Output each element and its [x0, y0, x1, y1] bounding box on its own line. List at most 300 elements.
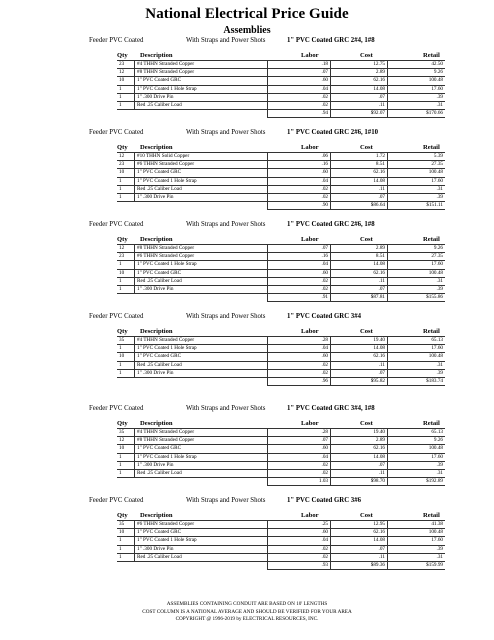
- blank-cell: [117, 377, 135, 385]
- labor-header: Labor: [301, 512, 319, 519]
- labor-cell: .02: [268, 469, 331, 477]
- qty-cell: 1: [117, 85, 135, 93]
- labor-cell: .16: [268, 253, 331, 261]
- labor-header: Labor: [301, 328, 319, 335]
- total-cost: $95.82: [331, 377, 388, 385]
- total-cost: $89.36: [331, 561, 388, 569]
- description-cell: #4 THHN Stranded Copper: [135, 337, 268, 345]
- section-note: With Straps and Power Shots: [186, 497, 266, 504]
- description-cell: 1" PVC Coated 1 Hole Strap: [135, 537, 268, 545]
- labor-header: Labor: [301, 420, 319, 427]
- description-header: Description: [140, 52, 173, 59]
- table-row: [117, 469, 445, 477]
- retail-cell: 9.26: [388, 437, 446, 445]
- qty-cell: 12: [117, 153, 135, 161]
- description-cell: #6 THHN Stranded Copper: [135, 161, 268, 169]
- labor-cell: .02: [268, 545, 331, 553]
- cost-cell: 62.16: [331, 445, 388, 453]
- labor-cell: .60: [268, 445, 331, 453]
- blank-cell: [135, 294, 268, 302]
- total-row: [117, 561, 445, 569]
- retail-cell: .39: [388, 285, 446, 293]
- assembly-section: [0, 126, 494, 218]
- description-header: Description: [140, 328, 173, 335]
- cost-cell: .11: [331, 101, 388, 109]
- description-cell: #8 THHN Stranded Copper: [135, 437, 268, 445]
- retail-cell: .31: [388, 185, 446, 193]
- blank-cell: [135, 561, 268, 569]
- labor-cell: .07: [268, 245, 331, 253]
- qty-cell: 12: [117, 245, 135, 253]
- retail-cell: 17.60: [388, 85, 446, 93]
- retail-cell: 17.60: [388, 537, 446, 545]
- cost-cell: 19.40: [331, 429, 388, 437]
- description-cell: 1" PVC Coated GRC: [135, 169, 268, 177]
- retail-cell: .39: [388, 193, 446, 201]
- labor-cell: .04: [268, 261, 331, 269]
- total-cost: $98.70: [331, 478, 388, 486]
- retail-cell: 17.60: [388, 345, 446, 353]
- table-row: [117, 353, 445, 361]
- table-row: [117, 537, 445, 545]
- labor-cell: .60: [268, 269, 331, 277]
- qty-header: Qty: [117, 420, 128, 427]
- table-row: [117, 345, 445, 353]
- table-row: [117, 85, 445, 93]
- section-header: [0, 310, 494, 322]
- retail-header: Retail: [423, 52, 440, 59]
- retail-cell: 17.60: [388, 261, 446, 269]
- section-category: Feeder PVC Coated: [89, 37, 144, 44]
- table-row: [117, 461, 445, 469]
- footer-line-1: ASSEMBLIES CONTAINING CONDUIT ARE BASED ON 10' LENGTHS: [166, 601, 328, 607]
- page-title: National Electrical Price Guide: [145, 6, 349, 22]
- labor-cell: .02: [268, 461, 331, 469]
- table-row: [117, 445, 445, 453]
- description-cell: #10 THHN Solid Copper: [135, 153, 268, 161]
- labor-cell: .18: [268, 61, 331, 69]
- section-note: With Straps and Power Shots: [186, 405, 266, 412]
- description-cell: Red .25 Caliber Load: [135, 277, 268, 285]
- table-row: [117, 61, 445, 69]
- table-row: [117, 245, 445, 253]
- table-row: [117, 437, 445, 445]
- total-retail: $170.66: [388, 110, 446, 118]
- labor-cell: .04: [268, 177, 331, 185]
- retail-cell: 65.13: [388, 429, 446, 437]
- section-category: Feeder PVC Coated: [89, 405, 144, 412]
- qty-cell: 12: [117, 69, 135, 77]
- table-row: [117, 193, 445, 201]
- cost-cell: .11: [331, 469, 388, 477]
- table-row: [117, 545, 445, 553]
- page-subtitle: Assemblies: [223, 25, 271, 36]
- section-title: 1" PVC Coated GRC 2#6, 1#10: [287, 129, 378, 136]
- qty-cell: 1: [117, 261, 135, 269]
- labor-cell: .60: [268, 169, 331, 177]
- blank-cell: [135, 202, 268, 210]
- retail-header: Retail: [423, 328, 440, 335]
- section-note: With Straps and Power Shots: [186, 37, 266, 44]
- retail-cell: .31: [388, 361, 446, 369]
- footer-line-2: COST COLUMN IS A NATIONAL AVERAGE AND SHOULD BE VERIFIED FOR YOUR AREA: [142, 608, 352, 615]
- labor-header: Labor: [301, 52, 319, 59]
- labor-cell: .02: [268, 93, 331, 101]
- cost-header: Cost: [360, 328, 373, 335]
- labor-header: Labor: [301, 236, 319, 243]
- qty-cell: 10: [117, 269, 135, 277]
- cost-cell: 14.08: [331, 85, 388, 93]
- cost-cell: 2.89: [331, 69, 388, 77]
- items-table: [117, 60, 445, 118]
- retail-cell: .39: [388, 545, 446, 553]
- labor-cell: .02: [268, 277, 331, 285]
- total-retail: $159.99: [388, 561, 446, 569]
- description-cell: 1" PVC Coated 1 Hole Strap: [135, 453, 268, 461]
- table-row: [117, 521, 445, 529]
- description-cell: #6 THHN Stranded Copper: [135, 253, 268, 261]
- description-cell: #8 THHN Stranded Copper: [135, 69, 268, 77]
- cost-cell: 14.08: [331, 453, 388, 461]
- items-table: [117, 520, 445, 570]
- table-row: [117, 429, 445, 437]
- blank-cell: [117, 110, 135, 118]
- cost-cell: .11: [331, 553, 388, 561]
- table-row: [117, 161, 445, 169]
- total-cost: $87.81: [331, 294, 388, 302]
- qty-header: Qty: [117, 512, 128, 519]
- total-row: [117, 110, 445, 118]
- retail-cell: 100.48: [388, 529, 446, 537]
- cost-cell: .07: [331, 193, 388, 201]
- table-row: [117, 253, 445, 261]
- cost-header: Cost: [360, 52, 373, 59]
- cost-cell: 62.16: [331, 353, 388, 361]
- retail-cell: 100.48: [388, 353, 446, 361]
- column-headers: [0, 50, 494, 60]
- description-cell: 1" .300 Drive Pin: [135, 369, 268, 377]
- retail-header: Retail: [423, 236, 440, 243]
- qty-cell: 1: [117, 553, 135, 561]
- table-row: [117, 101, 445, 109]
- table-row: [117, 285, 445, 293]
- description-cell: 1" .300 Drive Pin: [135, 285, 268, 293]
- cost-header: Cost: [360, 144, 373, 151]
- qty-cell: 35: [117, 429, 135, 437]
- qty-cell: 10: [117, 169, 135, 177]
- table-row: [117, 69, 445, 77]
- labor-cell: .02: [268, 369, 331, 377]
- description-cell: #4 THHN Stranded Copper: [135, 429, 268, 437]
- items-table: [117, 152, 445, 210]
- assembly-section: [0, 310, 494, 402]
- cost-cell: .07: [331, 369, 388, 377]
- retail-cell: 100.48: [388, 269, 446, 277]
- qty-cell: 35: [117, 337, 135, 345]
- items-table: [117, 244, 445, 302]
- qty-cell: 1: [117, 545, 135, 553]
- section-category: Feeder PVC Coated: [89, 497, 144, 504]
- table-row: [117, 337, 445, 345]
- labor-cell: .60: [268, 77, 331, 85]
- total-cost: $92.07: [331, 110, 388, 118]
- column-headers: [0, 418, 494, 428]
- labor-cell: .04: [268, 453, 331, 461]
- qty-cell: 1: [117, 453, 135, 461]
- total-row: [117, 202, 445, 210]
- section-header: [0, 126, 494, 138]
- cost-cell: 62.16: [331, 169, 388, 177]
- retail-cell: .31: [388, 101, 446, 109]
- table-row: [117, 361, 445, 369]
- labor-cell: .02: [268, 553, 331, 561]
- qty-header: Qty: [117, 328, 128, 335]
- cost-cell: .11: [331, 361, 388, 369]
- retail-cell: .31: [388, 277, 446, 285]
- blank-cell: [117, 561, 135, 569]
- cost-cell: .07: [331, 461, 388, 469]
- labor-cell: .28: [268, 429, 331, 437]
- cost-cell: 62.16: [331, 529, 388, 537]
- retail-cell: .31: [388, 469, 446, 477]
- retail-cell: 100.48: [388, 77, 446, 85]
- qty-cell: 1: [117, 193, 135, 201]
- qty-cell: 1: [117, 177, 135, 185]
- description-cell: 1" PVC Coated 1 Hole Strap: [135, 85, 268, 93]
- cost-cell: 62.16: [331, 77, 388, 85]
- qty-cell: 1: [117, 369, 135, 377]
- table-row: [117, 77, 445, 85]
- qty-cell: 10: [117, 353, 135, 361]
- qty-cell: 1: [117, 101, 135, 109]
- description-cell: 1" PVC Coated 1 Hole Strap: [135, 177, 268, 185]
- retail-cell: 17.60: [388, 453, 446, 461]
- labor-cell: .04: [268, 537, 331, 545]
- retail-cell: 42.50: [388, 61, 446, 69]
- qty-cell: 1: [117, 469, 135, 477]
- section-note: With Straps and Power Shots: [186, 313, 266, 320]
- table-row: [117, 93, 445, 101]
- retail-header: Retail: [423, 420, 440, 427]
- qty-cell: 12: [117, 437, 135, 445]
- description-cell: Red .25 Caliber Load: [135, 469, 268, 477]
- cost-cell: 14.08: [331, 537, 388, 545]
- description-cell: 1" PVC Coated GRC: [135, 445, 268, 453]
- column-headers: [0, 510, 494, 520]
- labor-cell: .60: [268, 353, 331, 361]
- qty-cell: 10: [117, 529, 135, 537]
- cost-header: Cost: [360, 236, 373, 243]
- section-header: [0, 218, 494, 230]
- section-category: Feeder PVC Coated: [89, 129, 144, 136]
- qty-cell: 1: [117, 277, 135, 285]
- retail-cell: 17.60: [388, 177, 446, 185]
- qty-header: Qty: [117, 52, 128, 59]
- labor-cell: .02: [268, 285, 331, 293]
- retail-cell: 100.48: [388, 169, 446, 177]
- labor-cell: .02: [268, 193, 331, 201]
- cost-cell: 19.40: [331, 337, 388, 345]
- total-row: [117, 294, 445, 302]
- cost-cell: .11: [331, 277, 388, 285]
- table-row: [117, 261, 445, 269]
- items-table: [117, 428, 445, 486]
- qty-cell: 1: [117, 345, 135, 353]
- column-headers: [0, 234, 494, 244]
- qty-cell: 1: [117, 461, 135, 469]
- cost-cell: .07: [331, 93, 388, 101]
- blank-cell: [117, 294, 135, 302]
- cost-cell: .11: [331, 185, 388, 193]
- description-header: Description: [140, 420, 173, 427]
- qty-cell: 1: [117, 285, 135, 293]
- description-cell: 1" PVC Coated GRC: [135, 77, 268, 85]
- qty-cell: 1: [117, 93, 135, 101]
- section-title: 1" PVC Coated GRC 3#4, 1#8: [287, 405, 375, 412]
- qty-cell: 23: [117, 161, 135, 169]
- cost-cell: .07: [331, 545, 388, 553]
- table-row: [117, 277, 445, 285]
- cost-cell: 12.75: [331, 61, 388, 69]
- section-title: 1" PVC Coated GRC 3#6: [287, 497, 362, 504]
- retail-cell: .31: [388, 553, 446, 561]
- retail-cell: 9.26: [388, 69, 446, 77]
- labor-cell: .02: [268, 185, 331, 193]
- retail-cell: 5.39: [388, 153, 446, 161]
- blank-cell: [135, 478, 268, 486]
- retail-cell: 9.26: [388, 245, 446, 253]
- description-cell: 1" PVC Coated GRC: [135, 353, 268, 361]
- assembly-section: [0, 218, 494, 310]
- description-cell: #8 THHN Stranded Copper: [135, 245, 268, 253]
- total-labor: .96: [268, 377, 331, 385]
- total-retail: $192.89: [388, 478, 446, 486]
- section-title: 1" PVC Coated GRC 3#4: [287, 313, 362, 320]
- table-row: [117, 269, 445, 277]
- section-header: [0, 402, 494, 414]
- labor-cell: .07: [268, 69, 331, 77]
- description-cell: Red .25 Caliber Load: [135, 361, 268, 369]
- description-cell: 1" PVC Coated GRC: [135, 529, 268, 537]
- qty-cell: 1: [117, 361, 135, 369]
- description-cell: 1" .300 Drive Pin: [135, 93, 268, 101]
- table-row: [117, 169, 445, 177]
- labor-cell: .02: [268, 101, 331, 109]
- description-cell: 1" .300 Drive Pin: [135, 193, 268, 201]
- labor-cell: .06: [268, 153, 331, 161]
- cost-cell: 8.51: [331, 161, 388, 169]
- cost-cell: 62.16: [331, 269, 388, 277]
- description-header: Description: [140, 512, 173, 519]
- qty-cell: 23: [117, 61, 135, 69]
- qty-header: Qty: [117, 144, 128, 151]
- labor-cell: .07: [268, 437, 331, 445]
- total-cost: $86.64: [331, 202, 388, 210]
- retail-cell: 41.38: [388, 521, 446, 529]
- labor-cell: .28: [268, 337, 331, 345]
- qty-cell: 1: [117, 537, 135, 545]
- assembly-section: [0, 494, 494, 586]
- table-row: [117, 185, 445, 193]
- labor-header: Labor: [301, 144, 319, 151]
- description-header: Description: [140, 236, 173, 243]
- table-row: [117, 453, 445, 461]
- table-row: [117, 553, 445, 561]
- table-row: [117, 177, 445, 185]
- section-note: With Straps and Power Shots: [186, 221, 266, 228]
- cost-cell: 14.08: [331, 345, 388, 353]
- total-labor: 1.03: [268, 478, 331, 486]
- retail-cell: 27.35: [388, 161, 446, 169]
- items-table: [117, 336, 445, 386]
- cost-cell: 12.95: [331, 521, 388, 529]
- table-row: [117, 529, 445, 537]
- qty-header: Qty: [117, 236, 128, 243]
- retail-cell: 27.35: [388, 253, 446, 261]
- total-retail: $151.11: [388, 202, 446, 210]
- blank-cell: [117, 478, 135, 486]
- qty-cell: 23: [117, 253, 135, 261]
- description-cell: 1" PVC Coated 1 Hole Strap: [135, 345, 268, 353]
- labor-cell: .60: [268, 529, 331, 537]
- assembly-section: [0, 402, 494, 494]
- table-row: [117, 153, 445, 161]
- description-cell: #6 THHN Stranded Copper: [135, 521, 268, 529]
- cost-cell: 14.08: [331, 261, 388, 269]
- cost-cell: 14.08: [331, 177, 388, 185]
- total-labor: .91: [268, 294, 331, 302]
- description-cell: Red .25 Caliber Load: [135, 553, 268, 561]
- total-retail: $183.74: [388, 377, 446, 385]
- total-labor: .90: [268, 202, 331, 210]
- qty-cell: 10: [117, 77, 135, 85]
- description-cell: 1" PVC Coated 1 Hole Strap: [135, 261, 268, 269]
- cost-cell: 2.89: [331, 437, 388, 445]
- labor-cell: .02: [268, 361, 331, 369]
- section-category: Feeder PVC Coated: [89, 313, 144, 320]
- retail-cell: .39: [388, 93, 446, 101]
- labor-cell: .25: [268, 521, 331, 529]
- total-labor: .93: [268, 561, 331, 569]
- blank-cell: [117, 202, 135, 210]
- footer-line-3: COPYRIGHT @ 1996-2019 by ELECTRICAL RESOURCES, INC.: [175, 616, 319, 622]
- cost-cell: 8.51: [331, 253, 388, 261]
- table-row: [117, 369, 445, 377]
- retail-header: Retail: [423, 144, 440, 151]
- total-labor: .94: [268, 110, 331, 118]
- section-header: [0, 494, 494, 506]
- description-cell: 1" .300 Drive Pin: [135, 461, 268, 469]
- column-headers: [0, 142, 494, 152]
- qty-cell: 1: [117, 185, 135, 193]
- cost-header: Cost: [360, 512, 373, 519]
- retail-cell: 65.13: [388, 337, 446, 345]
- labor-cell: .16: [268, 161, 331, 169]
- column-headers: [0, 326, 494, 336]
- labor-cell: .04: [268, 85, 331, 93]
- assembly-sections: [0, 34, 494, 586]
- page-footer: [0, 601, 494, 624]
- description-cell: Red .25 Caliber Load: [135, 101, 268, 109]
- description-header: Description: [140, 144, 173, 151]
- qty-cell: 10: [117, 445, 135, 453]
- section-note: With Straps and Power Shots: [186, 129, 266, 136]
- cost-cell: 2.89: [331, 245, 388, 253]
- blank-cell: [135, 110, 268, 118]
- assembly-section: [0, 34, 494, 126]
- cost-header: Cost: [360, 420, 373, 427]
- total-row: [117, 478, 445, 486]
